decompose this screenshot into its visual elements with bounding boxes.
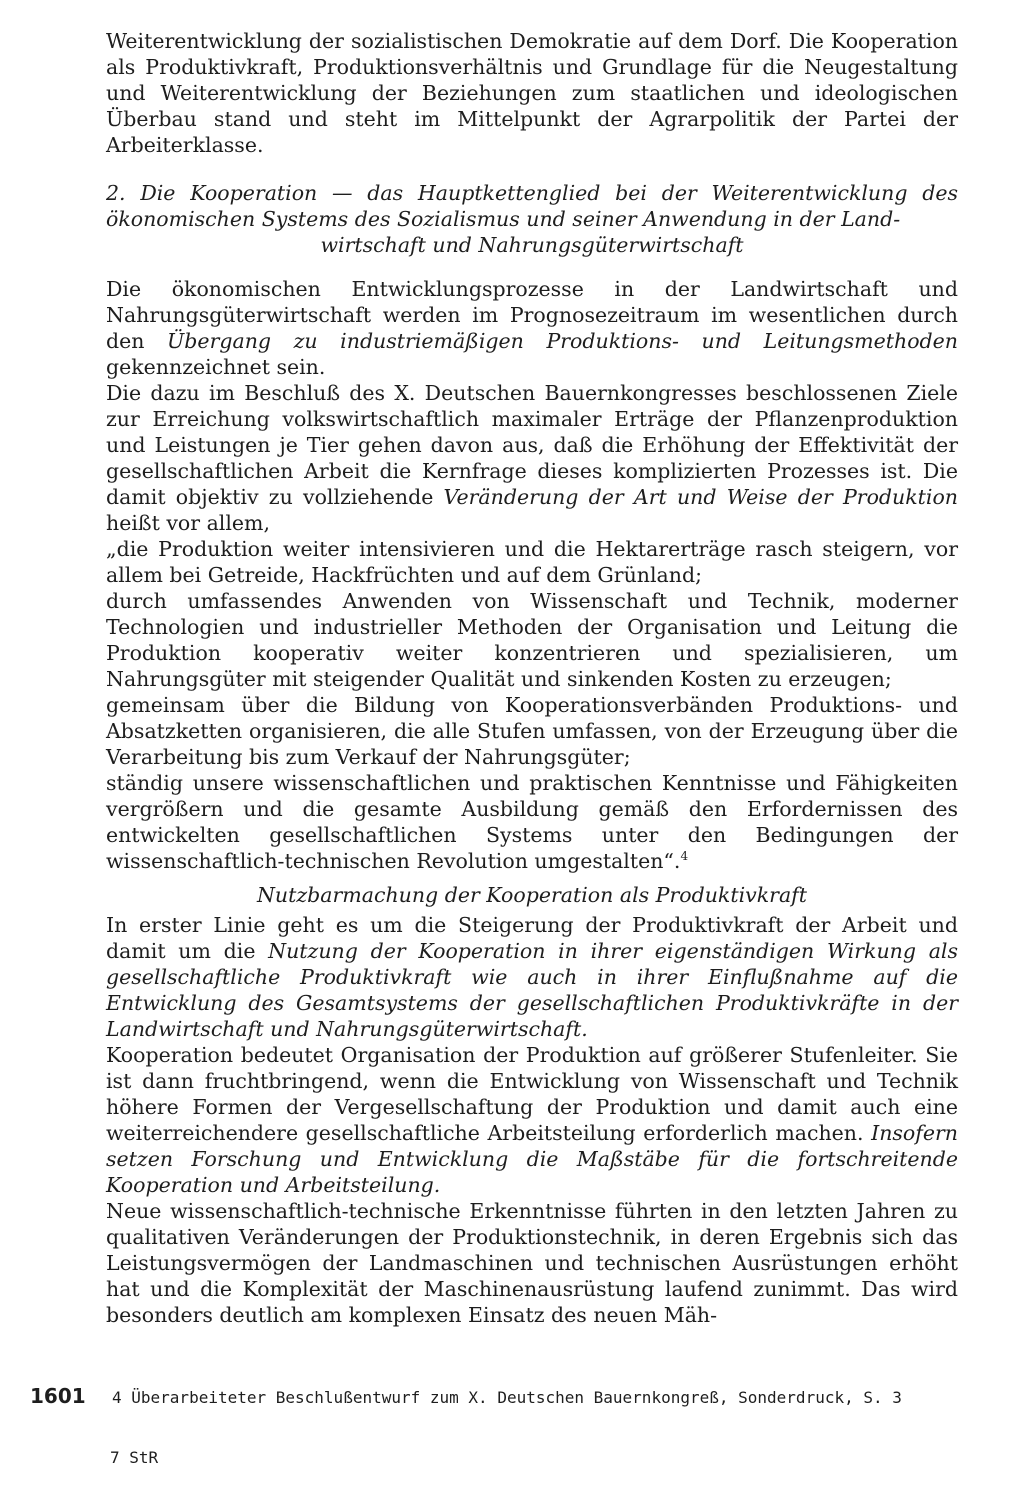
- section-heading-last: wirtschaft und Nahrungsgüterwirtschaft: [320, 233, 744, 257]
- paragraph-3: [106, 912, 958, 1042]
- paragraph-1: [106, 276, 958, 380]
- paragraph-1-text-a: Die ökonomischen Entwicklungsprozesse in der Landwirtschaft und Nahrungsgüterwirtschaft werden im Prognosezeitraum im wesentlichen durch den: [106, 277, 958, 353]
- paragraph-2-text-a: Die dazu im Beschluß des X. Deutschen Bauernkongresses beschlossenen Ziele zur Erreichung volkswirtschaftlich maximaler Erträge der Pflanzenproduktion und Leistungen je Tier gehen davon aus, daß die Erhöhung der Effektivität der gesellschaftlichen Arbeit die Kernfrage dieses komplizierten Prozesses ist. Die damit objektiv zu vollziehende: [106, 381, 958, 509]
- quote-item-1: „die Produktion weiter intensivieren und die Hektarerträge rasch steigern, vor allem bei Getreide, Hackfrüchten und auf dem Grünland;: [106, 537, 958, 587]
- paragraph-4-emphasis: Insofern setzen Forschung und Entwicklung die Maßstäbe für die fortschreitende Kooperation und Arbeitsteilung.: [106, 1121, 958, 1197]
- paragraph-5-text: Neue wissenschaftlich-technische Erkenntnisse führten in den letzten Jahren zu qualitativen Veränderungen der Produktionstechnik, in deren Ergebnis sich das Leistungsvermögen der Landmaschinen und technischen Ausrüstungen erhöht hat und die Komplexität der Maschinenausrüstung laufend zunimmt. Das wird besonders deutlich am komplexen Einsatz des neuen Mäh-: [106, 1199, 958, 1327]
- subheading: Nutzbarmachung der Kooperation als Produktivkraft: [256, 883, 807, 907]
- paragraph-2-text-b: heißt vor allem,: [106, 511, 270, 535]
- quote-item-3: gemeinsam über die Bildung von Kooperationsverbänden Produktions- und Absatzketten organisieren, die alle Stufen umfassen, von der Erzeugung über die Verarbeitung bis zum Verkauf der Nahrungsgüter;: [106, 693, 958, 769]
- paragraph-2: [106, 380, 958, 536]
- section-heading-main: 2. Die Kooperation — das Hauptkettenglied bei der Weiterentwicklung des ökonomischen Systems des Sozialismus und seiner Anwendung in der Land-: [106, 181, 958, 231]
- paragraph-3-text-a: In erster Linie geht es um die Steigerung der Produktivkraft der Arbeit und damit um die: [106, 913, 958, 963]
- footnote: 4 Überarbeiteter Beschlußentwurf zum X. Deutschen Bauernkongreß, Sonderdruck, S. 3: [112, 1388, 902, 1407]
- signature-mark: 7 StR: [110, 1448, 159, 1467]
- intro-text: Weiterentwicklung der sozialistischen Demokratie auf dem Dorf. Die Kooperation als Produktivkraft, Produktionsverhältnis und Grundlage für die Neugestaltung und Weiterentwicklung der Beziehungen zum staatlichen und ideologischen Überbau stand und steht im Mittelpunkt der Agrarpolitik der Partei der Arbeiterklasse.: [106, 29, 958, 157]
- paragraph-5: [106, 1198, 958, 1328]
- intro-paragraph: [106, 28, 958, 158]
- quote-item-2: durch umfassendes Anwenden von Wissenschaft und Technik, moderner Technologien und industrieller Methoden der Organisation und Leitung die Produktion kooperativ weiter konzentrieren und spezialisieren, um Nahrungsgüter mit steigender Qualität und sinkenden Kosten zu erzeugen;: [106, 589, 958, 691]
- paragraph-1-emphasis: Übergang zu industriemäßigen Produktions- und Leitungsmethoden: [167, 329, 958, 353]
- quote-item-4-text: ständig unsere wissenschaftlichen und praktischen Kenntnisse und Fähigkeiten vergrößern und die gesamte Ausbildung gemäß den Erfordernissen des entwickelten gesellschaftlichen Systems unter den Bedingungen der wissenschaftlich-technischen Revolution umgestalten“.: [106, 771, 958, 873]
- footnote-reference: 4: [680, 849, 689, 864]
- paragraph-3-emphasis: Nutzung der Kooperation in ihrer eigenständigen Wirkung als gesellschaftliche Produktivkraft wie auch in ihrer Einflußnahme auf die Entwicklung des Gesamtsystems der gesellschaftlichen Produktivkräfte in der Landwirtschaft und Nahrungsgüterwirtschaft.: [106, 939, 958, 1041]
- page-body: [106, 28, 958, 1328]
- quotation: [106, 536, 958, 874]
- quote-item-4: [106, 770, 958, 874]
- page-number: 1601: [30, 1384, 86, 1408]
- paragraph-4-text-a: Kooperation bedeutet Organisation der Produktion auf größerer Stufenleiter. Sie ist dann fruchtbringend, wenn die Entwicklung von Wissenschaft und Technik höhere Formen der Vergesellschaftung der Produktion und damit auch eine weiterreichendere gesellschaftliche Arbeitsteilung erforderlich machen.: [106, 1043, 958, 1145]
- section-heading: [106, 180, 958, 258]
- paragraph-2-emphasis: Veränderung der Art und Weise der Produktion: [443, 485, 958, 509]
- paragraph-4: [106, 1042, 958, 1198]
- paragraph-1-text-b: gekennzeichnet sein.: [106, 355, 326, 379]
